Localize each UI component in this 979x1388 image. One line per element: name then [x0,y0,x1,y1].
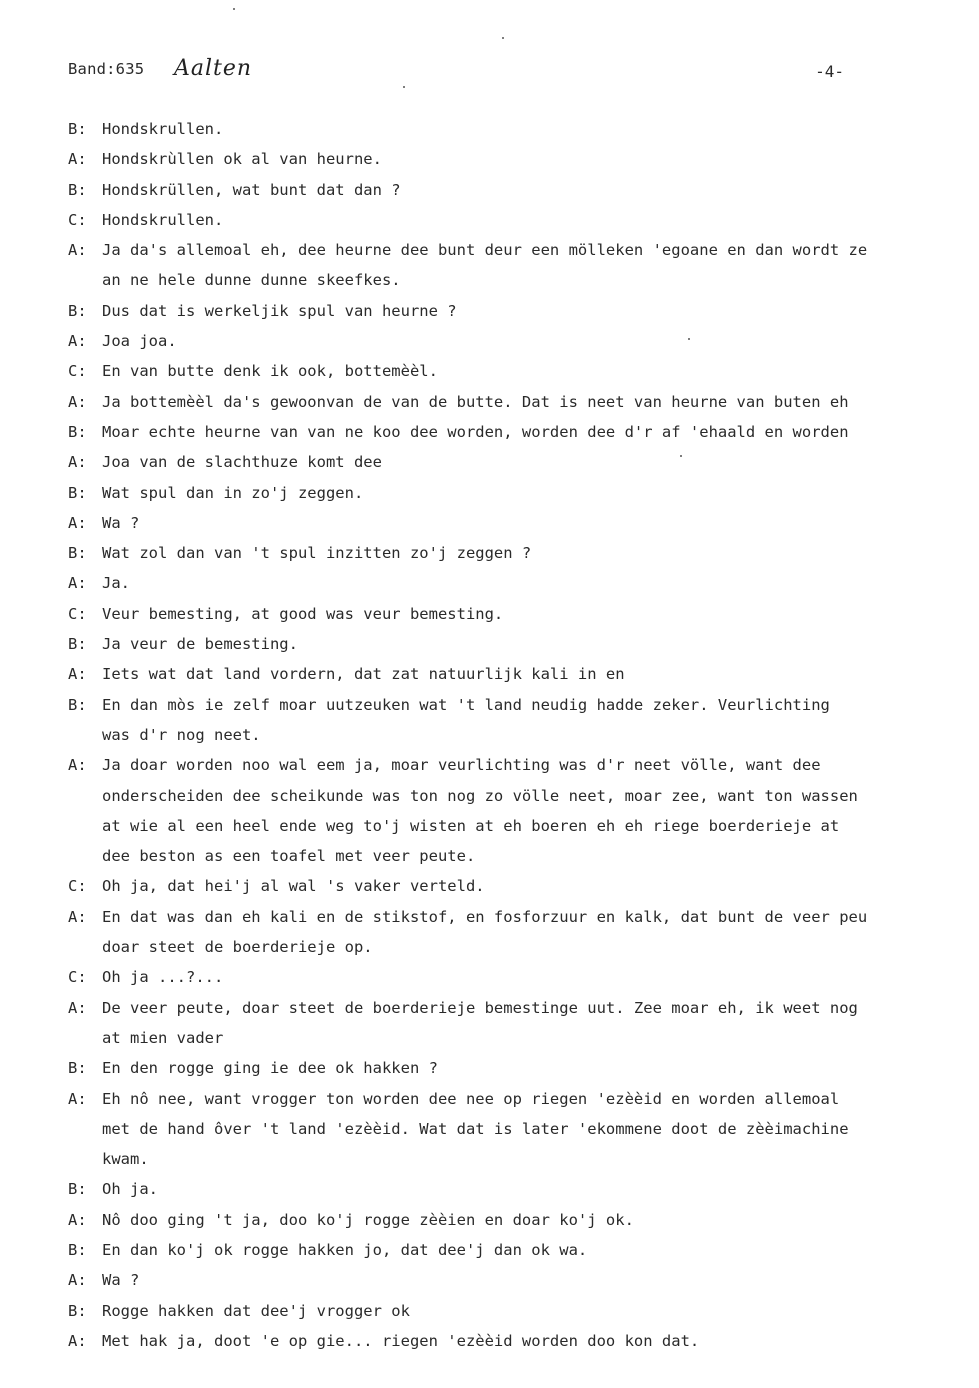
transcript-line [68,1205,968,1235]
page-header [68,58,848,86]
speaker-label: A: [68,1210,87,1229]
transcript-line [68,902,968,932]
speaker-label: B: [68,1301,87,1320]
speaker-label: B: [68,544,87,563]
line-text: En den rogge ging ie dee ok hakken ? [102,1059,438,1078]
line-text: Ja doar worden noo wal eem ja, moar veurlichting was d'r neet völle, want dee [102,756,821,775]
scan-speck [233,8,235,10]
transcript-line [68,1296,968,1326]
speaker-label: A: [68,241,87,260]
line-text: Nô doo ging 't ja, doo ko'j rogge zèèien en doar ko'j ok. [102,1210,634,1229]
transcript-line [68,659,968,689]
speaker-label: A: [68,332,87,351]
transcript-line [68,387,968,417]
line-text: Joa van de slachthuze komt dee [102,453,382,472]
transcript-line [68,1084,968,1114]
speaker-label: A: [68,1089,87,1108]
transcript-line [68,356,968,386]
line-text: En van butte denk ik ook, bottemèèl. [102,362,438,381]
transcript-line [68,750,968,780]
speaker-label: A: [68,574,87,593]
line-text: Dus dat is werkeljik spul van heurne ? [102,301,457,320]
transcript-line-continuation [68,265,968,295]
line-text: Rogge hakken dat dee'j vrogger ok [102,1301,410,1320]
speaker-label: B: [68,695,87,714]
transcript-line [68,690,968,720]
line-text: En dan mòs ie zelf moar uutzeuken wat 't land neudig hadde zeker. Veurlichting [102,695,830,714]
line-text: at wie al een heel ende weg to'j wisten at eh boeren eh eh riege boerderieje at [102,816,840,835]
line-text: at mien vader [102,1028,224,1047]
speaker-label: C: [68,877,87,896]
speaker-label: A: [68,392,87,411]
line-text: Oh ja. [102,1180,158,1199]
line-text: was d'r nog neet. [102,725,261,744]
speaker-label: B: [68,1059,87,1078]
speaker-label: A: [68,756,87,775]
line-text: Veur bemesting, at good was veur bemesting. [102,604,504,623]
line-text: Hondskrùllen ok al van heurne. [102,150,382,169]
transcript-line-continuation [68,1023,968,1053]
transcript-line [68,538,968,568]
speaker-label: B: [68,483,87,502]
transcript-line [68,175,968,205]
transcript-line-continuation [68,932,968,962]
scan-speck [403,86,405,88]
transcript-line-continuation [68,720,968,750]
speaker-label: A: [68,998,87,1017]
line-text: Hondskrüllen, wat bunt dat dan ? [102,180,401,199]
line-text: doar steet de boerderieje op. [102,938,373,957]
transcript-line [68,568,968,598]
transcript-line-continuation [68,811,968,841]
transcript-line [68,1053,968,1083]
line-text: Oh ja, dat hei'j al wal 's vaker verteld. [102,877,485,896]
line-text: Hondskrullen. [102,210,224,229]
page-number: -4- [815,62,844,81]
line-text: Wa ? [102,513,140,532]
speaker-label: B: [68,180,87,199]
speaker-label: A: [68,665,87,684]
transcript-line [68,205,968,235]
line-text: Wa ? [102,1271,140,1290]
scan-speck [680,455,682,457]
transcript-line [68,1326,968,1356]
transcript-line-continuation [68,1144,968,1174]
line-text: Wat spul dan in zo'j zeggen. [102,483,364,502]
transcript-line [68,1265,968,1295]
transcript-line [68,296,968,326]
transcript-line-continuation [68,1114,968,1144]
line-text: Hondskrullen. [102,120,224,138]
transcript-line [68,144,968,174]
scan-speck [502,37,504,39]
speaker-label: B: [68,1180,87,1199]
speaker-label: A: [68,907,87,926]
transcript-line-continuation [68,841,968,871]
transcript-line-continuation [68,781,968,811]
line-text: Joa joa. [102,332,177,351]
transcript-line [68,417,968,447]
transcript-line [68,478,968,508]
speaker-label: B: [68,635,87,654]
line-text: Ja. [102,574,130,593]
speaker-label: A: [68,1331,87,1350]
transcript-line [68,508,968,538]
line-text: met de hand ôver 't land 'ezèèid. Wat dat is later 'ekommene doot de zèèimachine [102,1119,849,1138]
transcript-line [68,447,968,477]
transcript-line [68,235,968,265]
line-text: Met hak ja, doot 'e op gie... riegen 'ezèèid worden doo kon dat. [102,1331,700,1350]
speaker-label: C: [68,362,87,381]
handwritten-place-name: Aalten [174,56,253,81]
speaker-label: A: [68,513,87,532]
line-text: Ja veur de bemesting. [102,635,298,654]
line-text: Moar echte heurne van van ne koo dee worden, worden dee d'r af 'ehaald en worden [102,422,849,441]
line-text: an ne hele dunne dunne skeefkes. [102,271,401,290]
speaker-label: B: [68,301,87,320]
transcript-line [68,962,968,992]
speaker-label: B: [68,120,87,138]
line-text: En dat was dan eh kali en de stikstof, en fosforzuur en kalk, dat bunt de veer peu [102,907,868,926]
transcript-line [68,1235,968,1265]
scan-speck [688,338,690,340]
speaker-label: A: [68,150,87,169]
speaker-label: C: [68,604,87,623]
line-text: Ja da's allemoal eh, dee heurne dee bunt deur een mölleken 'egoane en dan wordt ze [102,241,868,260]
line-text: Eh nô nee, want vrogger ton worden dee nee op riegen 'ezèèid en worden allemoal [102,1089,840,1108]
line-text: De veer peute, doar steet de boerderieje bemestinge uut. Zee moar eh, ik weet nog [102,998,858,1017]
speaker-label: C: [68,968,87,987]
transcript-line [68,599,968,629]
transcript-body [68,114,968,1356]
line-text: Oh ja ...?... [102,968,224,987]
speaker-label: B: [68,422,87,441]
transcript-line [68,871,968,901]
line-text: dee beston as een toafel met veer peute. [102,847,476,866]
line-text: Ja bottemèèl da's gewoonvan de van de butte. Dat is neet van heurne van buten eh [102,392,849,411]
line-text: onderscheiden dee scheikunde was ton nog zo völle neet, moar zee, want ton wassen [102,786,858,805]
line-text: Wat zol dan van 't spul inzitten zo'j zeggen ? [102,544,532,563]
transcript-line [68,114,968,144]
speaker-label: A: [68,453,87,472]
speaker-label: B: [68,1240,87,1259]
line-text: En dan ko'j ok rogge hakken jo, dat dee'j dan ok wa. [102,1240,588,1259]
speaker-label: A: [68,1271,87,1290]
transcript-line [68,326,968,356]
transcript-line [68,629,968,659]
line-text: kwam. [102,1150,149,1169]
speaker-label: C: [68,210,87,229]
transcript-line [68,1174,968,1204]
transcript-line [68,993,968,1023]
line-text: Iets wat dat land vordern, dat zat natuurlijk kali in en [102,665,625,684]
band-label: Band:635 [68,60,145,78]
